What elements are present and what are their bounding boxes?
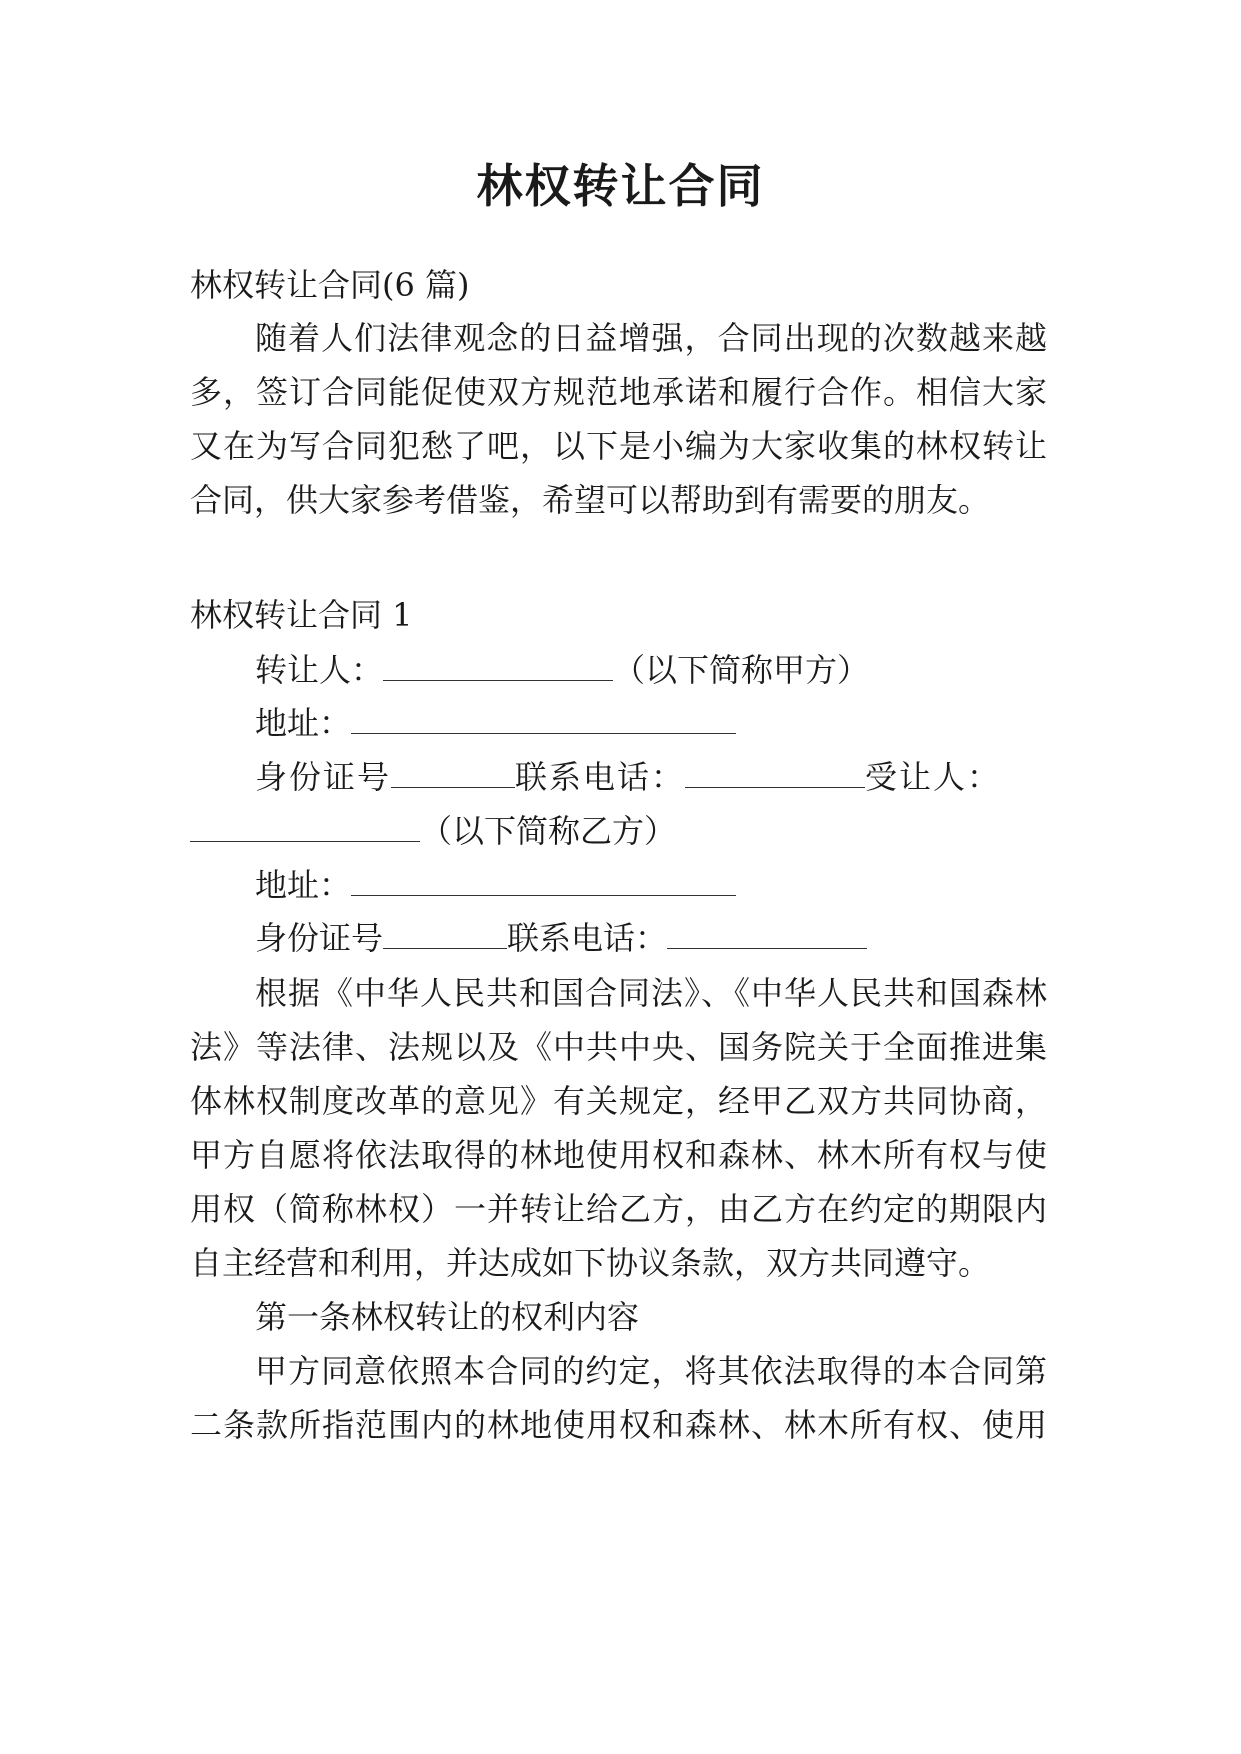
address2-blank (351, 867, 736, 896)
id-phone-row (255, 757, 1001, 797)
id2-blank (383, 920, 507, 949)
transferee-row (190, 811, 676, 851)
article1-heading: 第一条林权转让的权利内容 (255, 1298, 640, 1336)
section-heading: 林权转让合同 1 (190, 596, 413, 634)
document-title: 林权转让合同 (476, 159, 765, 213)
address-row (255, 703, 736, 743)
transferee-note: （以下简称乙方） (420, 812, 677, 850)
body-line: 体林权制度改革的意见》有关规定，经甲乙双方共同协商， (190, 1082, 1047, 1120)
intro-line: 随着人们法律观念的日益增强，合同出现的次数越来越 (255, 319, 1047, 357)
article1-line: 甲方同意依照本合同的约定，将其依法取得的本合同第 (255, 1352, 1047, 1390)
body-line: 用权（简称林权）一并转让给乙方，由乙方在约定的期限内 (190, 1190, 1047, 1228)
transferor-note: （以下简称甲方） (613, 651, 870, 689)
id-label: 身份证号 (255, 758, 392, 796)
transferor-blank (383, 652, 613, 681)
address-label: 地址： (255, 704, 352, 742)
phone-label: 联系电话： (515, 758, 686, 796)
address2-label: 地址： (255, 866, 352, 904)
transferee-label: 受让人： (865, 758, 1002, 796)
intro-line: 又在为写合同犯愁了吧，以下是小编为大家收集的林权转让 (190, 427, 1047, 465)
body-line: 法》等法律、法规以及《中共中央、国务院关于全面推进集 (190, 1028, 1047, 1066)
id2-label: 身份证号 (255, 919, 384, 957)
phone2-label: 联系电话： (507, 919, 668, 957)
transferor-row (255, 650, 869, 690)
body-line: 根据《中华人民共和国合同法》、《中华人民共和国森林 (255, 974, 1047, 1012)
id-phone2-row (255, 918, 867, 958)
transferor-label: 转让人： (255, 651, 384, 689)
intro-line: 合同，供大家参考借鉴，希望可以帮助到有需要的朋友。 (190, 481, 991, 519)
body-line: 甲方自愿将依法取得的林地使用权和森林、林木所有权与使 (190, 1136, 1047, 1174)
article1-line: 二条款所指范围内的林地使用权和森林、林木所有权、使用 (190, 1406, 1047, 1444)
transferee-blank (190, 813, 420, 842)
id-blank (391, 759, 515, 788)
phone2-blank (667, 920, 867, 949)
intro-line: 多，签订合同能促使双方规范地承诺和履行合作。相信大家 (190, 373, 1047, 411)
phone-blank (685, 759, 865, 788)
address-blank (351, 705, 736, 734)
address2-row (255, 865, 736, 905)
document-subtitle: 林权转让合同(6 篇) (190, 266, 470, 304)
body-line: 自主经营和利用，并达成如下协议条款，双方共同遵守。 (190, 1244, 991, 1282)
